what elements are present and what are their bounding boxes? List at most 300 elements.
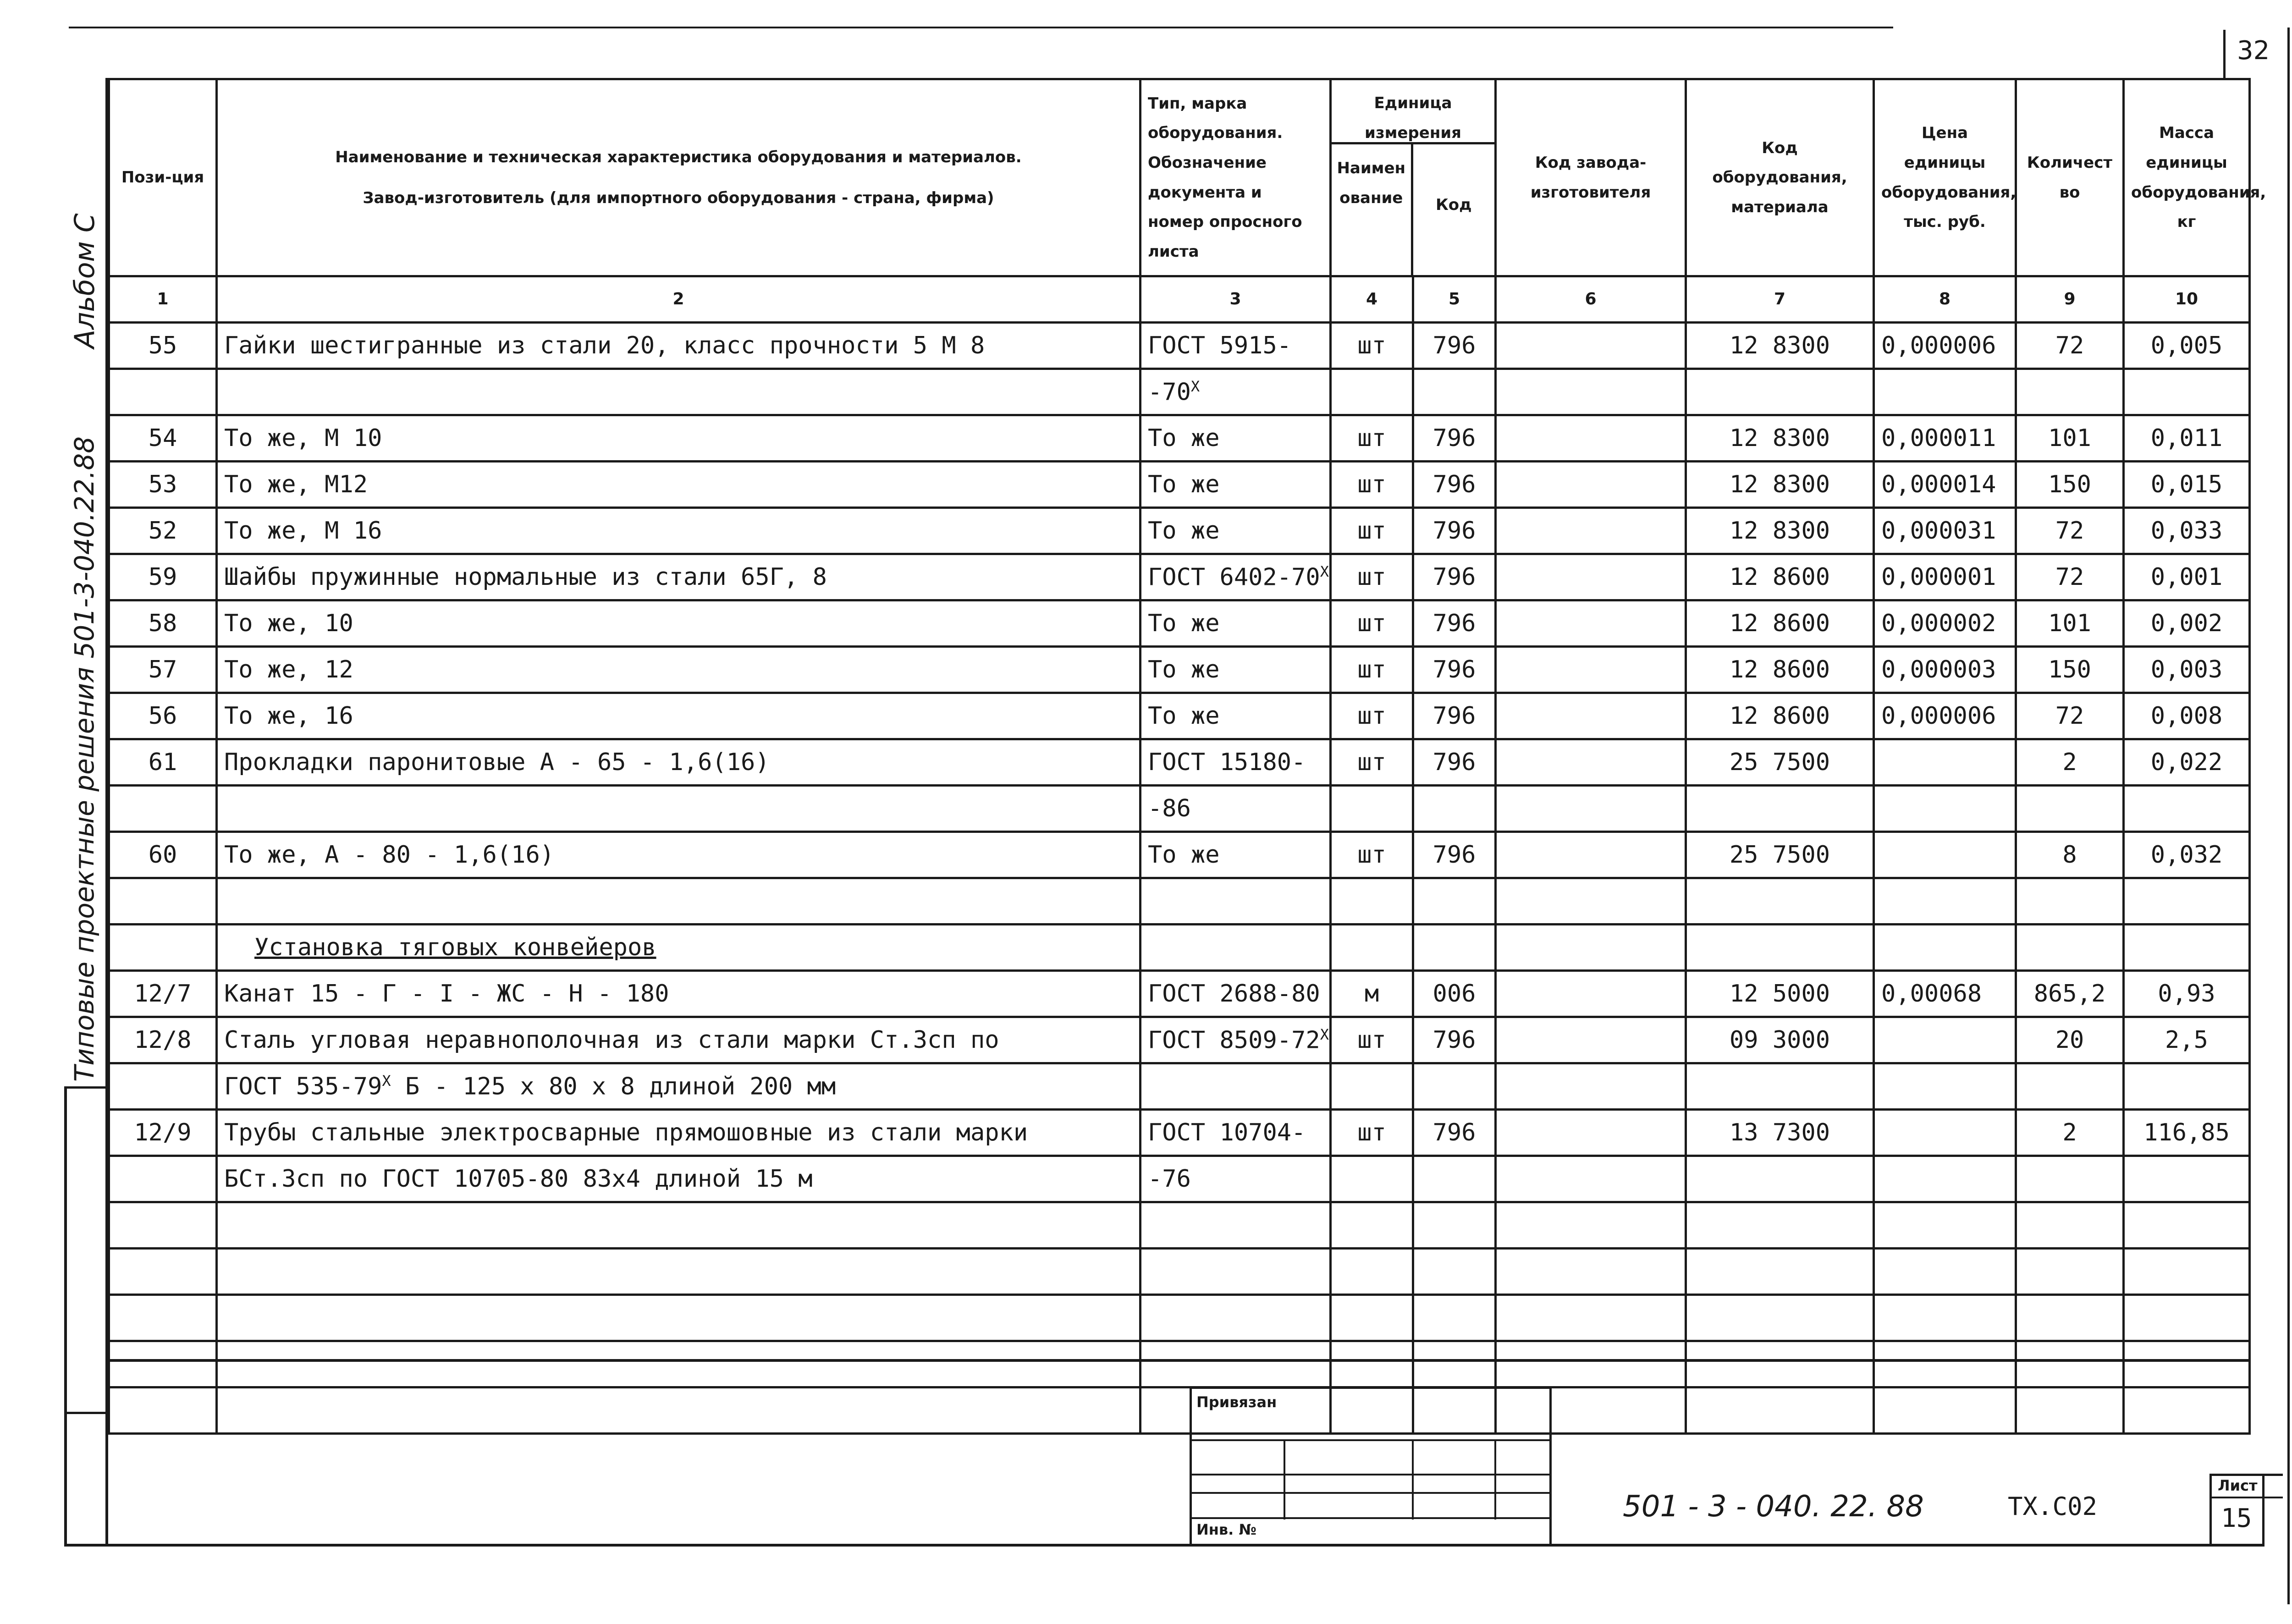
cell-price bbox=[1874, 508, 2016, 554]
table-row bbox=[109, 925, 2250, 971]
cell-unit bbox=[1331, 508, 1413, 554]
cell-mass bbox=[2124, 600, 2250, 647]
stamp-tx: ТХ.С02 bbox=[2008, 1492, 2098, 1521]
cell-document bbox=[1140, 1249, 1331, 1295]
cell-unit bbox=[1331, 323, 1413, 369]
table-row bbox=[109, 1110, 2250, 1156]
cell-position-text: 54 bbox=[148, 424, 177, 452]
album-label: Альбом С bbox=[69, 213, 101, 348]
cell-name-text: Канат 15 - Г - I - ЖС - Н - 180 bbox=[224, 980, 669, 1007]
cell-quantity-text: 72 bbox=[2055, 332, 2084, 359]
header-type: Тип, марка оборудования. Обозначение документа и номер опросного листа bbox=[1140, 79, 1331, 276]
cell-material-code bbox=[1686, 462, 1874, 508]
cell-name-text: То же, М 10 bbox=[224, 424, 382, 452]
cell-price-text: 0,000014 bbox=[1881, 471, 1996, 498]
cell-unit-text: шт bbox=[1357, 563, 1386, 591]
table-row bbox=[109, 415, 2250, 462]
stamp-hline bbox=[1190, 1387, 1552, 1389]
cell-name bbox=[217, 554, 1140, 600]
cell-name bbox=[217, 739, 1140, 786]
cell-material-code bbox=[1686, 415, 1874, 462]
cell-document bbox=[1140, 415, 1331, 462]
cell-material-code bbox=[1686, 1295, 1874, 1341]
cell-name-text: То же, М 16 bbox=[224, 517, 382, 545]
header-quantity: Количество bbox=[2016, 79, 2124, 276]
cell-unit bbox=[1331, 971, 1413, 1017]
cell-material-code bbox=[1686, 971, 1874, 1017]
cell-price bbox=[1874, 415, 2016, 462]
col-num: 2 bbox=[217, 276, 1140, 323]
col-num: 9 bbox=[2016, 276, 2124, 323]
page-number: 32 bbox=[2237, 36, 2270, 66]
cell-position-text: 55 bbox=[148, 332, 177, 359]
cell-unit-text: шт bbox=[1357, 332, 1386, 359]
cell-document-text: То же bbox=[1148, 610, 1220, 637]
column-number-row bbox=[109, 276, 2250, 323]
cell-quantity bbox=[2016, 1341, 2124, 1387]
cell-document bbox=[1140, 971, 1331, 1017]
cell-document bbox=[1140, 647, 1331, 693]
cell-name-text: То же, М12 bbox=[224, 471, 368, 498]
cell-quantity bbox=[2016, 554, 2124, 600]
cell-mass-text: 0,005 bbox=[2150, 332, 2223, 359]
cell-material-code bbox=[1686, 832, 1874, 878]
stamp-hline bbox=[1190, 1492, 1552, 1494]
cell-price bbox=[1874, 1295, 2016, 1341]
cell-unit bbox=[1331, 1202, 1413, 1249]
cell-price bbox=[1874, 786, 2016, 832]
cell-price bbox=[1874, 323, 2016, 369]
cell-quantity bbox=[2016, 323, 2124, 369]
table-row bbox=[109, 1156, 2250, 1202]
cell-unit bbox=[1331, 1017, 1413, 1063]
header-position: Пози-ция bbox=[109, 79, 217, 276]
cell-name-text: Гайки шестигранные из стали 20, класс прочности 5 М 8 bbox=[224, 332, 985, 359]
cell-price bbox=[1874, 832, 2016, 878]
cell-mass-text: 0,015 bbox=[2150, 471, 2223, 498]
cell-mass bbox=[2124, 1017, 2250, 1063]
stamp-inv: Инв. № bbox=[1196, 1521, 1256, 1538]
cell-factory-code bbox=[1496, 600, 1686, 647]
header-unit-code: Код bbox=[1435, 196, 1472, 214]
cell-document-text: ГОСТ 2688-80 bbox=[1148, 980, 1320, 1007]
cell-unit-code bbox=[1413, 832, 1496, 878]
cell-name-text: Прокладки паронитовые А - 65 - 1,6(16) bbox=[224, 749, 770, 776]
table-row bbox=[109, 600, 2250, 647]
series-label: Типовые проектные решения 501-3-040.22.88 bbox=[69, 436, 100, 1082]
cell-position-text: 12/8 bbox=[134, 1026, 192, 1054]
table-row bbox=[109, 1387, 2250, 1434]
table-row bbox=[109, 1202, 2250, 1249]
cell-position bbox=[109, 925, 217, 971]
cell-price bbox=[1874, 971, 2016, 1017]
cell-factory-code bbox=[1496, 1387, 1686, 1434]
cell-document bbox=[1140, 508, 1331, 554]
cell-name-text: Трубы стальные электросварные прямошовные из стали марки bbox=[224, 1119, 1028, 1146]
cell-material-code bbox=[1686, 739, 1874, 786]
cell-unit-code-text: 796 bbox=[1432, 749, 1476, 776]
cell-factory-code bbox=[1496, 508, 1686, 554]
cell-factory-code bbox=[1496, 1295, 1686, 1341]
cell-document-text: ГОСТ 15180- bbox=[1148, 749, 1306, 776]
cell-name bbox=[217, 1295, 1140, 1341]
cell-material-code bbox=[1686, 647, 1874, 693]
header-material-code: Код оборудования, материала bbox=[1686, 79, 1874, 276]
cell-price bbox=[1874, 1110, 2016, 1156]
cell-quantity bbox=[2016, 508, 2124, 554]
cell-position bbox=[109, 1110, 217, 1156]
cell-factory-code bbox=[1496, 1017, 1686, 1063]
cell-price-text: 0,00068 bbox=[1881, 980, 1982, 1007]
cell-factory-code bbox=[1496, 1063, 1686, 1110]
cell-material-code bbox=[1686, 1387, 1874, 1434]
stamp-vline bbox=[1284, 1439, 1285, 1519]
cell-unit-code-text: 796 bbox=[1432, 517, 1476, 545]
cell-material-code-text: 12 8300 bbox=[1729, 424, 1830, 452]
cell-material-code bbox=[1686, 1249, 1874, 1295]
stamp-sheet-box-right bbox=[2262, 1474, 2264, 1544]
cell-mass bbox=[2124, 739, 2250, 786]
cell-mass bbox=[2124, 1156, 2250, 1202]
cell-document-sup: X bbox=[1320, 563, 1329, 581]
cell-name-text: То же, 16 bbox=[224, 702, 353, 730]
cell-price-text: 0,000001 bbox=[1881, 563, 1996, 591]
cell-document-text: -76 bbox=[1148, 1165, 1191, 1193]
header-unit-group bbox=[1331, 79, 1496, 276]
cell-factory-code bbox=[1496, 971, 1686, 1017]
cell-quantity bbox=[2016, 786, 2124, 832]
cell-quantity bbox=[2016, 1017, 2124, 1063]
cell-unit bbox=[1331, 693, 1413, 739]
cell-unit bbox=[1331, 1156, 1413, 1202]
cell-unit-text: шт bbox=[1357, 656, 1386, 683]
cell-factory-code bbox=[1496, 1341, 1686, 1387]
cell-document-text: -86 bbox=[1148, 795, 1191, 822]
cell-material-code bbox=[1686, 554, 1874, 600]
cell-material-code bbox=[1686, 323, 1874, 369]
cell-position bbox=[109, 323, 217, 369]
cell-quantity bbox=[2016, 878, 2124, 925]
cell-document-text: То же bbox=[1148, 517, 1220, 545]
header-price: Цена единицы оборудования, тыс. руб. bbox=[1874, 79, 2016, 276]
cell-mass bbox=[2124, 508, 2250, 554]
table-row bbox=[109, 878, 2250, 925]
cell-document-text: То же bbox=[1148, 424, 1220, 452]
cell-unit bbox=[1331, 369, 1413, 415]
cell-mass bbox=[2124, 554, 2250, 600]
cell-price-text: 0,000011 bbox=[1881, 424, 1996, 452]
cell-position-text: 59 bbox=[148, 563, 177, 591]
cell-name bbox=[217, 832, 1140, 878]
cell-position bbox=[109, 739, 217, 786]
cell-document bbox=[1140, 462, 1331, 508]
cell-name bbox=[217, 786, 1140, 832]
cell-name bbox=[217, 878, 1140, 925]
cell-material-code bbox=[1686, 369, 1874, 415]
cell-document bbox=[1140, 786, 1331, 832]
col-num: 10 bbox=[2124, 276, 2250, 323]
cell-mass-text: 116,85 bbox=[2143, 1119, 2230, 1146]
cell-mass bbox=[2124, 925, 2250, 971]
cell-unit-code bbox=[1413, 554, 1496, 600]
cell-unit-text: шт bbox=[1357, 610, 1386, 637]
cell-quantity-text: 865,2 bbox=[2033, 980, 2106, 1007]
cell-mass-text: 0,002 bbox=[2150, 610, 2223, 637]
cell-price bbox=[1874, 878, 2016, 925]
cell-mass bbox=[2124, 462, 2250, 508]
cell-price bbox=[1874, 462, 2016, 508]
margin-stamp-tick bbox=[64, 1086, 108, 1089]
cell-mass bbox=[2124, 415, 2250, 462]
cell-unit-code bbox=[1413, 508, 1496, 554]
cell-position bbox=[109, 369, 217, 415]
cell-quantity bbox=[2016, 369, 2124, 415]
cell-mass bbox=[2124, 971, 2250, 1017]
margin-stamp-tick bbox=[64, 1412, 108, 1414]
cell-factory-code bbox=[1496, 1156, 1686, 1202]
cell-name bbox=[217, 971, 1140, 1017]
cell-price bbox=[1874, 1017, 2016, 1063]
cell-unit bbox=[1331, 462, 1413, 508]
cell-mass bbox=[2124, 1341, 2250, 1387]
cell-factory-code bbox=[1496, 462, 1686, 508]
cell-unit-code-text: 796 bbox=[1432, 424, 1476, 452]
cell-unit bbox=[1331, 1110, 1413, 1156]
stamp-sheet-label: Лист bbox=[2218, 1477, 2258, 1494]
cell-quantity bbox=[2016, 739, 2124, 786]
stamp-hline bbox=[1190, 1474, 1552, 1475]
cell-unit-code-text: 796 bbox=[1432, 332, 1476, 359]
cell-unit-code-text: 796 bbox=[1432, 1119, 1476, 1146]
cell-unit-code bbox=[1413, 786, 1496, 832]
cell-factory-code bbox=[1496, 693, 1686, 739]
cell-mass bbox=[2124, 1387, 2250, 1434]
cell-name bbox=[217, 1063, 1140, 1110]
cell-material-code-text: 12 8300 bbox=[1729, 332, 1830, 359]
cell-mass bbox=[2124, 1110, 2250, 1156]
stamp-sheet-box-top bbox=[2209, 1474, 2283, 1476]
cell-unit-text: шт bbox=[1357, 424, 1386, 452]
cell-name-sup: X bbox=[382, 1072, 391, 1090]
cell-name bbox=[217, 693, 1140, 739]
cell-document-text: То же bbox=[1148, 841, 1220, 869]
cell-position bbox=[109, 647, 217, 693]
cell-price bbox=[1874, 369, 2016, 415]
cell-name bbox=[217, 1110, 1140, 1156]
cell-price bbox=[1874, 739, 2016, 786]
cell-position bbox=[109, 415, 217, 462]
cell-material-code bbox=[1686, 508, 1874, 554]
table-row bbox=[109, 647, 2250, 693]
cell-material-code bbox=[1686, 600, 1874, 647]
cell-material-code-text: 12 8600 bbox=[1729, 702, 1830, 730]
cell-unit-text: шт bbox=[1357, 841, 1386, 869]
cell-position bbox=[109, 878, 217, 925]
cell-unit-code-text: 796 bbox=[1432, 702, 1476, 730]
cell-quantity-text: 72 bbox=[2055, 517, 2084, 545]
cell-name bbox=[217, 1249, 1140, 1295]
cell-document bbox=[1140, 1295, 1331, 1341]
cell-price bbox=[1874, 600, 2016, 647]
cell-document bbox=[1140, 1156, 1331, 1202]
cell-quantity bbox=[2016, 693, 2124, 739]
cell-position bbox=[109, 693, 217, 739]
cell-document bbox=[1140, 1110, 1331, 1156]
cell-unit-code-text: 796 bbox=[1432, 841, 1476, 869]
cell-material-code-text: 12 8600 bbox=[1729, 610, 1830, 637]
cell-name-text: То же, 10 bbox=[224, 610, 353, 637]
cell-quantity-text: 72 bbox=[2055, 563, 2084, 591]
cell-quantity bbox=[2016, 415, 2124, 462]
cell-unit bbox=[1331, 554, 1413, 600]
cell-quantity-text: 150 bbox=[2048, 471, 2091, 498]
cell-unit-code bbox=[1413, 1341, 1496, 1387]
cell-unit-code-text: 796 bbox=[1432, 610, 1476, 637]
header-unit-sub bbox=[1332, 144, 1494, 275]
cell-factory-code bbox=[1496, 1202, 1686, 1249]
header-name-line2: Завод-изготовитель (для импортного оборудования - страна, фирма) bbox=[363, 188, 994, 207]
cell-unit-code bbox=[1413, 369, 1496, 415]
cell-document bbox=[1140, 925, 1331, 971]
cell-price-text: 0,000003 bbox=[1881, 656, 1996, 683]
cell-unit-code bbox=[1413, 971, 1496, 1017]
cell-factory-code bbox=[1496, 1249, 1686, 1295]
cell-document bbox=[1140, 369, 1331, 415]
cell-unit-text: шт bbox=[1357, 517, 1386, 545]
cell-name-text: Сталь угловая неравнополочная из стали марки Ст.3сп по bbox=[224, 1026, 999, 1054]
col-num: 8 bbox=[1874, 276, 2016, 323]
stamp-sheet-number: 15 bbox=[2221, 1503, 2252, 1533]
cell-position-text: 52 bbox=[148, 517, 177, 545]
cell-unit bbox=[1331, 925, 1413, 971]
cell-material-code-text: 12 5000 bbox=[1729, 980, 1830, 1007]
cell-unit bbox=[1331, 600, 1413, 647]
cell-name bbox=[217, 462, 1140, 508]
cell-material-code bbox=[1686, 1341, 1874, 1387]
cell-position bbox=[109, 1202, 217, 1249]
cell-mass-text: 0,011 bbox=[2150, 424, 2223, 452]
table-row bbox=[109, 1249, 2250, 1295]
cell-material-code-text: 09 3000 bbox=[1729, 1026, 1830, 1054]
cell-price-text: 0,000031 bbox=[1881, 517, 1996, 545]
cell-mass bbox=[2124, 647, 2250, 693]
cell-mass bbox=[2124, 693, 2250, 739]
cell-position bbox=[109, 786, 217, 832]
cell-unit-code bbox=[1413, 693, 1496, 739]
header-name-line1: Наименование и техническая характеристика оборудования и материалов. bbox=[335, 148, 1022, 167]
cell-position-text: 12/9 bbox=[134, 1119, 192, 1146]
cell-unit bbox=[1331, 1387, 1413, 1434]
stamp-privyazan: Привязан bbox=[1196, 1393, 1277, 1411]
cell-unit bbox=[1331, 647, 1413, 693]
cell-factory-code bbox=[1496, 739, 1686, 786]
table-row bbox=[109, 1017, 2250, 1063]
cell-price bbox=[1874, 1249, 2016, 1295]
cell-material-code bbox=[1686, 1017, 1874, 1063]
specification-table bbox=[108, 78, 2266, 1435]
cell-position bbox=[109, 600, 217, 647]
cell-mass bbox=[2124, 1202, 2250, 1249]
cell-price bbox=[1874, 1387, 2016, 1434]
cell-price bbox=[1874, 693, 2016, 739]
cell-position bbox=[109, 1249, 217, 1295]
cell-unit bbox=[1331, 415, 1413, 462]
cell-document bbox=[1140, 739, 1331, 786]
header-factory-code: Код завода-изготовителя bbox=[1496, 79, 1686, 276]
cell-position bbox=[109, 1063, 217, 1110]
table-row bbox=[109, 1063, 2250, 1110]
header-mass: Масса единицы оборудования, кг bbox=[2124, 79, 2250, 276]
cell-position bbox=[109, 1295, 217, 1341]
cell-document-sup: X bbox=[1320, 1026, 1329, 1044]
table-row bbox=[109, 554, 2250, 600]
table-row bbox=[109, 832, 2250, 878]
cell-document-text: ГОСТ 5915- bbox=[1148, 332, 1292, 359]
stamp-vline bbox=[1549, 1387, 1552, 1544]
cell-position bbox=[109, 1387, 217, 1434]
cell-mass bbox=[2124, 786, 2250, 832]
cell-unit-code-text: 796 bbox=[1432, 1026, 1476, 1054]
top-rule bbox=[69, 27, 1893, 28]
cell-quantity-text: 8 bbox=[2062, 841, 2077, 869]
cell-mass bbox=[2124, 878, 2250, 925]
cell-mass bbox=[2124, 369, 2250, 415]
cell-material-code-text: 12 8600 bbox=[1729, 656, 1830, 683]
cell-name bbox=[217, 600, 1140, 647]
table-row bbox=[109, 693, 2250, 739]
cell-unit-code bbox=[1413, 1295, 1496, 1341]
cell-quantity bbox=[2016, 925, 2124, 971]
cell-material-code-text: 25 7500 bbox=[1729, 841, 1830, 869]
cell-quantity bbox=[2016, 1387, 2124, 1434]
cell-position-text: 57 bbox=[148, 656, 177, 683]
cell-unit-code bbox=[1413, 878, 1496, 925]
cell-unit-text: м bbox=[1364, 980, 1379, 1007]
cell-unit-text: шт bbox=[1357, 1026, 1386, 1054]
cell-unit-code bbox=[1413, 1063, 1496, 1110]
cell-material-code bbox=[1686, 786, 1874, 832]
cell-name bbox=[217, 415, 1140, 462]
cell-name bbox=[217, 323, 1140, 369]
cell-document bbox=[1140, 693, 1331, 739]
cell-price bbox=[1874, 1202, 2016, 1249]
cell-material-code bbox=[1686, 1202, 1874, 1249]
cell-price-text: 0,000002 bbox=[1881, 610, 1996, 637]
cell-material-code bbox=[1686, 925, 1874, 971]
cell-price-text: 0,000006 bbox=[1881, 332, 1996, 359]
cell-position-text: 53 bbox=[148, 471, 177, 498]
table-row bbox=[109, 739, 2250, 786]
cell-factory-code bbox=[1496, 878, 1686, 925]
cell-document bbox=[1140, 323, 1331, 369]
cell-material-code bbox=[1686, 693, 1874, 739]
stamp-hline bbox=[1190, 1439, 1552, 1441]
table-row bbox=[109, 971, 2250, 1017]
cell-material-code-text: 25 7500 bbox=[1729, 749, 1830, 776]
cell-quantity-text: 2 bbox=[2062, 1119, 2077, 1146]
cell-quantity bbox=[2016, 1156, 2124, 1202]
cell-factory-code bbox=[1496, 786, 1686, 832]
cell-quantity-text: 101 bbox=[2048, 424, 2091, 452]
cell-quantity-text: 20 bbox=[2055, 1026, 2084, 1054]
cell-quantity-text: 101 bbox=[2048, 610, 2091, 637]
cell-unit-code-text: 796 bbox=[1432, 471, 1476, 498]
col-num: 4 bbox=[1331, 276, 1413, 323]
cell-document-text: ГОСТ 8509-72 bbox=[1148, 1026, 1320, 1054]
cell-unit bbox=[1331, 739, 1413, 786]
cell-mass-text: 0,93 bbox=[2158, 980, 2215, 1007]
stamp-vline bbox=[1494, 1439, 1496, 1519]
